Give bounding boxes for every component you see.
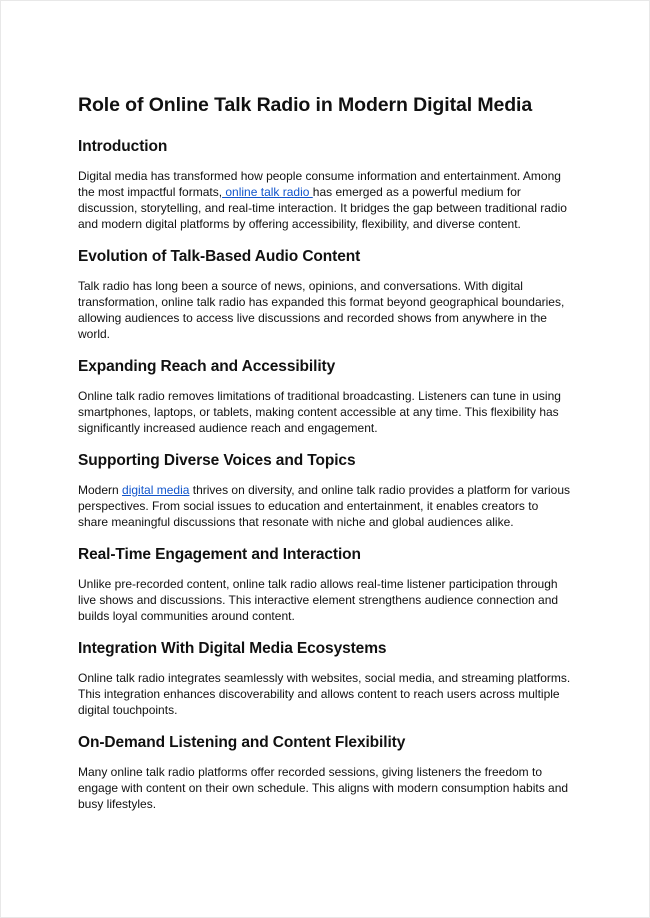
document-body	[78, 137, 571, 812]
section-paragraph	[78, 168, 571, 232]
document-section	[78, 247, 571, 342]
section-heading: Supporting Diverse Voices and Topics	[78, 452, 356, 469]
section-heading: Expanding Reach and Accessibility	[78, 358, 336, 375]
section-paragraph	[78, 278, 571, 342]
document-section	[78, 545, 571, 624]
section-heading: Integration With Digital Media Ecosystems	[78, 640, 387, 657]
section-heading: Real-Time Engagement and Interaction	[78, 546, 361, 563]
paragraph-text: thrives on diversity, and online talk radio provides a platform for various perspectives. From social issues to education and entertainment, it enables creators to share meaningful discussions that resonate with niche and global audiences alike.	[78, 483, 571, 529]
section-paragraph	[78, 764, 571, 812]
document-section	[78, 639, 571, 718]
document-section	[78, 451, 571, 530]
document-section	[78, 137, 571, 232]
section-paragraph	[78, 388, 571, 436]
paragraph-text: Online talk radio removes limitations of traditional broadcasting. Listeners can tune in using smartphones, laptops, or tablets, making content accessible at any time. This flexibility has significantly increased audience reach and engagement.	[78, 389, 561, 435]
paragraph-text: Talk radio has long been a source of news, opinions, and conversations. With digital transformation, online talk radio has expanded this format beyond geographical boundaries, allowing audiences to access live discussions and recorded shows from anywhere in the world.	[78, 279, 565, 341]
paragraph-text: Unlike pre-recorded content, online talk radio allows real-time listener participation through live shows and discussions. This interactive element strengthens audience connection and builds loyal communities around content.	[78, 577, 559, 623]
inline-link[interactable]: online talk radio	[222, 185, 313, 199]
section-paragraph	[78, 576, 571, 624]
section-heading: Evolution of Talk-Based Audio Content	[78, 248, 361, 265]
paragraph-text: Online talk radio integrates seamlessly with websites, social media, and streaming platforms. This integration enhances discoverability and allows content to reach users across multiple digital touchpoints.	[78, 671, 571, 717]
inline-link[interactable]: digital media	[122, 483, 190, 497]
section-heading: On-Demand Listening and Content Flexibility	[78, 734, 406, 751]
paragraph-text: has emerged as a powerful medium for discussion, storytelling, and real-time interaction. It bridges the gap between traditional radio and modern digital platforms by offering accessibility, flexibility, and diverse content.	[78, 185, 567, 231]
paragraph-text: Digital media has transformed how people consume information and entertainment. Among the most impactful formats,	[78, 169, 561, 199]
document-title: Role of Online Talk Radio in Modern Digital Media	[78, 94, 533, 116]
paragraph-text: Many online talk radio platforms offer recorded sessions, giving listeners the freedom to engage with content on their own schedule. This aligns with modern consumption habits and busy lifestyles.	[78, 765, 569, 811]
section-heading: Introduction	[78, 138, 168, 155]
document-section	[78, 357, 571, 436]
paragraph-text: Modern	[78, 483, 123, 497]
section-paragraph	[78, 670, 571, 718]
section-paragraph	[78, 482, 571, 530]
document-section	[78, 733, 571, 812]
